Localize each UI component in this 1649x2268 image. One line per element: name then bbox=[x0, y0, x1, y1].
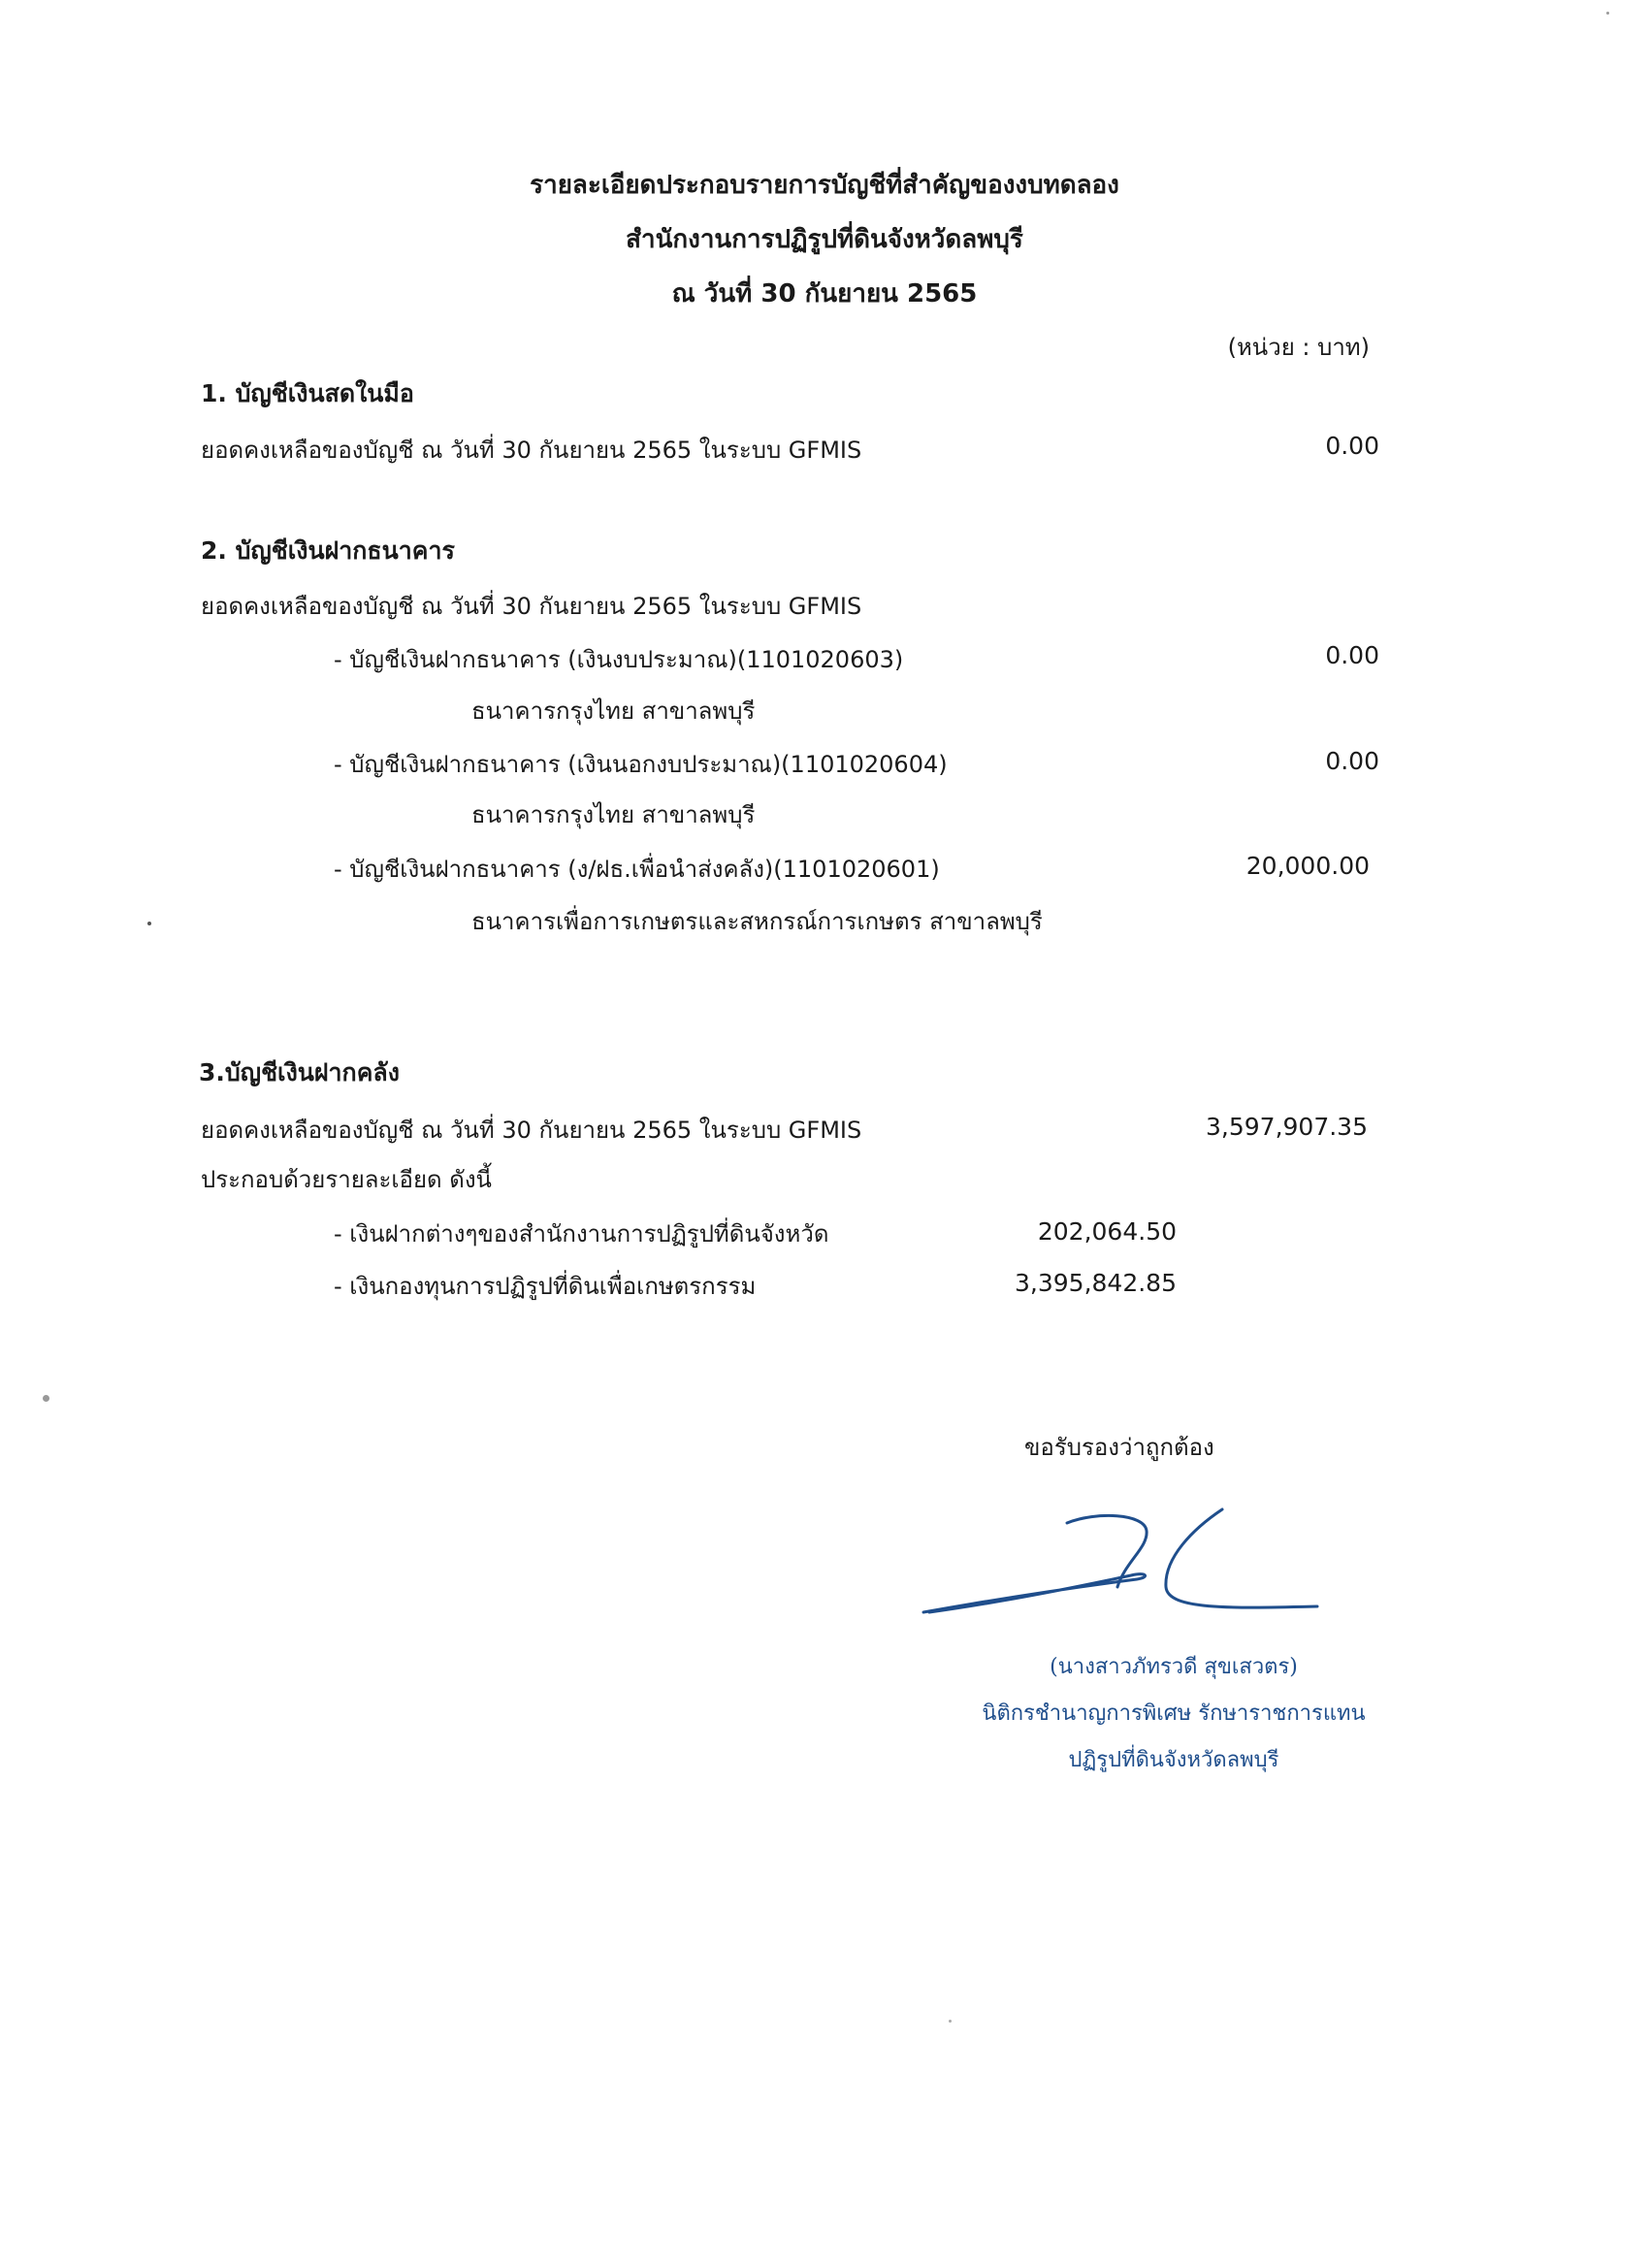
signer-name: (นางสาวภัทรวดี สุขเสวตร) bbox=[1050, 1655, 1298, 1679]
section2-item-value: 0.00 bbox=[1325, 641, 1379, 669]
unit-label: (หน่วย : บาท) bbox=[1227, 334, 1370, 361]
section2-item-label: - บัญชีเงินฝากธนาคาร (ง/ฝธ.เพื่อนำส่งคลัง)(1101020601) bbox=[334, 856, 940, 883]
signer-position: นิติกรชำนาญการพิเศษ รักษาราชการแทน bbox=[982, 1701, 1366, 1726]
section2-balance-label: ยอดคงเหลือของบัญชี ณ วันที่ 30 กันยายน 2565 ในระบบ GFMIS bbox=[201, 593, 862, 620]
section2-heading: 2. บัญชีเงินฝากธนาคาร bbox=[201, 536, 455, 565]
certification-text: ขอรับรองว่าถูกต้อง bbox=[1024, 1434, 1214, 1461]
section3-details-label: ประกอบด้วยรายละเอียด ดังนี้ bbox=[201, 1166, 492, 1193]
document-title-line2: สำนักงานการปฏิรูปที่ดินจังหวัดลพบุรี bbox=[626, 225, 1023, 254]
section3-balance-label: ยอดคงเหลือของบัญชี ณ วันที่ 30 กันยายน 2565 ในระบบ GFMIS bbox=[201, 1117, 862, 1144]
signer-office: ปฏิรูปที่ดินจังหวัดลพบุรี bbox=[1068, 1748, 1279, 1772]
section2-item-value: 0.00 bbox=[1325, 747, 1379, 775]
scan-speck bbox=[949, 2020, 952, 2023]
section3-detail-value: 3,395,842.85 bbox=[1015, 1269, 1177, 1297]
section3-detail-label: - เงินฝากต่างๆของสำนักงานการปฏิรูปที่ดินจังหวัด bbox=[334, 1220, 829, 1247]
section2-item-label: - บัญชีเงินฝากธนาคาร (เงินนอกงบประมาณ)(1101020604) bbox=[334, 751, 948, 778]
document-title-line1: รายละเอียดประกอบรายการบัญชีที่สำคัญของงบทดลอง bbox=[530, 171, 1119, 200]
section3-heading: 3.บัญชีเงินฝากคลัง bbox=[199, 1058, 400, 1086]
scan-speck bbox=[1606, 12, 1609, 15]
section3-detail-value: 202,064.50 bbox=[1037, 1217, 1177, 1246]
section2-item-value: 20,000.00 bbox=[1245, 852, 1370, 880]
section2-item-bank: ธนาคารกรุงไทย สาขาลพบุรี bbox=[471, 697, 756, 725]
handwritten-signature bbox=[912, 1494, 1339, 1630]
section2-item-label: - บัญชีเงินฝากธนาคาร (เงินงบประมาณ)(1101020603) bbox=[334, 646, 904, 673]
section1-heading: 1. บัญชีเงินสดในมือ bbox=[201, 379, 414, 407]
section3-detail-label: - เงินกองทุนการปฏิรูปที่ดินเพื่อเกษตรกรรม bbox=[334, 1273, 757, 1300]
section1-balance-label: ยอดคงเหลือของบัญชี ณ วันที่ 30 กันยายน 2565 ในระบบ GFMIS bbox=[201, 437, 862, 464]
section2-item-bank: ธนาคารเพื่อการเกษตรและสหกรณ์การเกษตร สาขาลพบุรี bbox=[471, 908, 1043, 935]
section3-balance-value: 3,597,907.35 bbox=[1206, 1113, 1368, 1141]
scan-speck bbox=[43, 1395, 49, 1402]
document-title-line3: ณ วันที่ 30 กันยายน 2565 bbox=[671, 279, 978, 308]
section1-balance-value: 0.00 bbox=[1325, 432, 1379, 460]
section2-item-bank: ธนาคารกรุงไทย สาขาลพบุรี bbox=[471, 801, 756, 828]
scan-speck bbox=[147, 922, 151, 925]
